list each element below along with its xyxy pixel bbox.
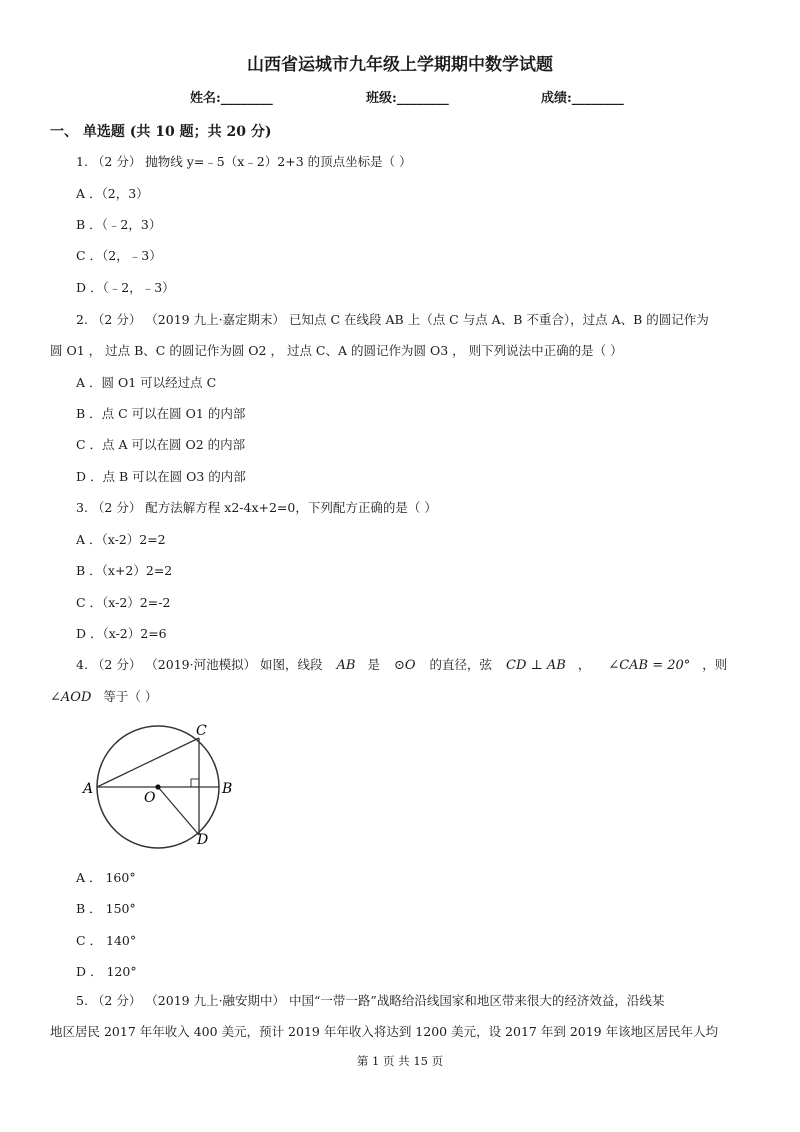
question-2-stem-line1: 2. （2 分） （2019 九上·嘉定期末） 已知点 C 在线段 AB 上（点 C 与点 A、B 不重合），过点 A、B 的圆记作为 xyxy=(76,312,709,327)
score-field-label: 成绩:________ xyxy=(541,91,624,106)
question-2-option-d: D ．点 B 可以在圆 O3 的内部 xyxy=(76,469,246,484)
center-point xyxy=(155,784,160,789)
question-2-option-c: C ．点 A 可以在圆 O2 的内部 xyxy=(76,437,246,452)
question-3-option-d: D ．（x-2）2=6 xyxy=(76,626,167,641)
page-title: 山西省运城市九年级上学期期中数学试题 xyxy=(247,55,553,75)
angle-cab: ∠CAB = 20° xyxy=(608,658,691,673)
question-1-option-d: D ．（﹣2，﹣3） xyxy=(76,280,175,295)
question-4-stem-prefix: 4. （2 分） （2019·河池模拟） 如图，线段 xyxy=(76,657,323,672)
question-5-stem-line2: 地区居民 2017 年年收入 400 美元，预计 2019 年年收入将达到 1200 美元，设 2017 年到 2019 年该地区居民年人均 xyxy=(50,1024,719,1039)
question-1-option-a: A ．（2，3） xyxy=(76,186,149,201)
question-1-stem: 1. （2 分） 抛物线 y=﹣5（x﹣2）2+3 的顶点坐标是（ ） xyxy=(76,154,412,169)
angle-aod: ∠AOD xyxy=(50,690,92,705)
question-4-stem-line2 xyxy=(50,687,157,705)
comma: ， xyxy=(577,657,591,672)
question-1-option-b: B ．（﹣2，3） xyxy=(76,217,162,232)
question-3-option-a: A ．（x-2）2=2 xyxy=(76,532,166,547)
word-is: 是 xyxy=(367,657,380,672)
circle-o-symbol: ⊙O xyxy=(393,658,416,673)
label-d: D xyxy=(197,832,209,848)
cd-perp-ab: CD ⊥ AB xyxy=(506,658,566,673)
class-field-label: 班级:________ xyxy=(366,91,449,106)
page-footer: 第 1 页 共 15 页 xyxy=(356,1054,444,1068)
question-4-stem-mid: 的直径，弦 xyxy=(429,657,493,672)
section-heading: 一、 单选题 (共 10 题；共 20 分) xyxy=(50,124,272,140)
question-4-stem-line1 xyxy=(76,655,727,673)
right-angle-mark xyxy=(191,779,199,787)
question-4-option-c: C ． 140° xyxy=(76,933,137,948)
radius-od xyxy=(158,787,199,835)
chord-ac xyxy=(97,738,199,787)
question-2-stem-line2: 圆 O1 ， 过点 B、C 的圆记作为圆 O2 ， 过点 C、A 的圆记作为圆 O3 ， 则下列说法中正确的是（ ） xyxy=(50,343,623,358)
label-c: C xyxy=(196,723,207,739)
question-3-option-b: B ．（x+2）2=2 xyxy=(76,563,173,578)
question-4-option-b: B ． 150° xyxy=(76,901,136,916)
label-a: A xyxy=(83,781,94,797)
label-o: O xyxy=(144,790,156,806)
question-4-equals: 等于（ ） xyxy=(103,689,158,704)
circle-figure xyxy=(78,716,258,851)
word-then: ，则 xyxy=(702,657,728,672)
question-4-option-a: A ． 160° xyxy=(76,870,136,885)
question-1-option-c: C ．（2，﹣3） xyxy=(76,248,162,263)
question-3-stem: 3. （2 分） 配方法解方程 x2-4x+2=0，下列配方正确的是（ ） xyxy=(76,500,437,515)
question-3-option-c: C ．（x-2）2=-2 xyxy=(76,595,171,610)
question-4-option-d: D ． 120° xyxy=(76,964,137,979)
name-field-label: 姓名:________ xyxy=(190,91,273,106)
question-5-stem-line1: 5. （2 分） （2019 九上·融安期中） 中国“一带一路”战略给沿线国家和地区带来很大的经济效益，沿线某 xyxy=(76,993,665,1008)
question-2-option-b: B ．点 C 可以在圆 O1 的内部 xyxy=(76,406,246,421)
segment-ab: AB xyxy=(336,658,356,673)
label-b: B xyxy=(222,781,233,797)
question-2-option-a: A ．圆 O1 可以经过点 C xyxy=(76,375,217,390)
